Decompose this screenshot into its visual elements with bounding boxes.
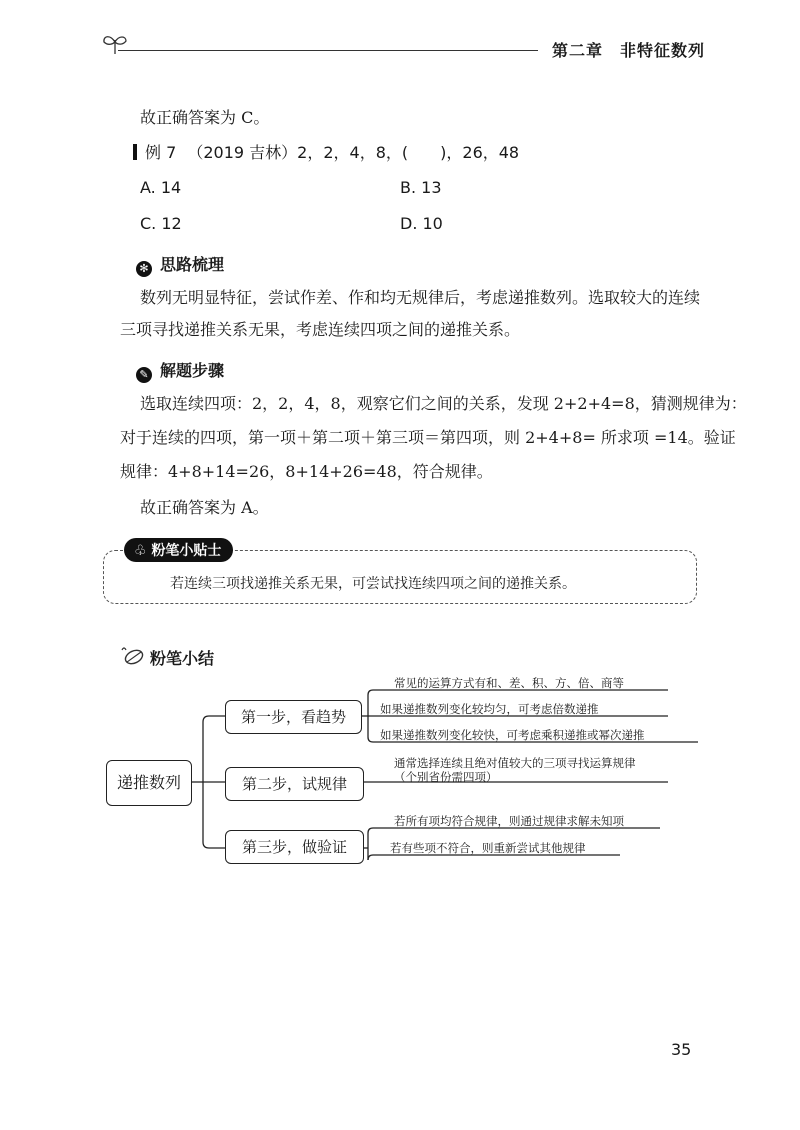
mindmap-leaf: 如果递推数列变化较均匀，可考虑倍数递推 <box>380 702 599 716</box>
mindmap-step-3: 第三步，做验证 <box>225 830 364 864</box>
page-number: 35 <box>671 1040 692 1059</box>
tip-label-text: 粉笔小贴士 <box>151 543 222 559</box>
mindmap-leaf: 若所有项均符合规律，则通过规律求解未知项 <box>394 814 624 828</box>
option-a: A. 14 <box>140 178 182 197</box>
example-label: 例 7 <box>145 143 177 162</box>
mindmap-step-2: 第二步，试规律 <box>225 767 364 801</box>
sprout-icon: ♧ <box>134 543 147 559</box>
pencil-icon: ✎ <box>136 367 152 383</box>
mindmap-root: 递推数列 <box>106 760 192 806</box>
solution-line-2: 对于连续的四项，第一项＋第二项＋第三项＝第四项，则 2+4+8= 所求项 =14。验证 <box>120 428 736 447</box>
summary-title: 粉笔小结 <box>150 649 215 668</box>
solution-title: 解题步骤 <box>160 361 225 380</box>
final-answer: 故正确答案为 A。 <box>140 498 269 517</box>
solution-line-1: 选取连续四项：2，2，4，8，观察它们之间的关系，发现 2+2+4=8，猜测规律为： <box>140 394 747 413</box>
option-b: B. 13 <box>400 178 442 197</box>
gear-icon: ✻ <box>136 261 152 277</box>
mindmap-leaf: 如果递推数列变化较快，可考虑乘积递推或幂次递推 <box>380 728 645 742</box>
solution-line-3: 规律：4+8+14=26，8+14+26=48，符合规律。 <box>120 462 493 481</box>
example-text: （2019 吉林）2，2，4，8，( )，26，48 <box>187 143 520 162</box>
mindmap-step-1: 第一步，看趋势 <box>225 700 362 734</box>
mindmap-leaf: 通常选择连续且绝对值较大的三项寻找运算规律 <box>394 756 636 770</box>
mindmap-leaf: （个别省份需四项） <box>394 770 498 784</box>
option-d: D. 10 <box>400 214 443 233</box>
mindmap-leaf: 常见的运算方式有和、差、积、方、倍、商等 <box>394 676 624 690</box>
tip-text: 若连续三项找递推关系无果，可尝试找连续四项之间的递推关系。 <box>170 576 576 592</box>
previous-answer: 故正确答案为 C。 <box>140 108 270 127</box>
mindmap-leaf: 若有些项不符合，则重新尝试其他规律 <box>390 841 586 855</box>
chapter-title: 第二章 非特征数列 <box>552 41 706 60</box>
option-c: C. 12 <box>140 214 182 233</box>
thinking-line-1: 数列无明显特征，尝试作差、作和均无规律后，考虑递推数列。选取较大的连续 <box>140 288 701 307</box>
thinking-title: 思路梳理 <box>160 255 225 274</box>
thinking-line-2: 三项寻找递推关系无果，考虑连续四项之间的递推关系。 <box>120 320 521 339</box>
